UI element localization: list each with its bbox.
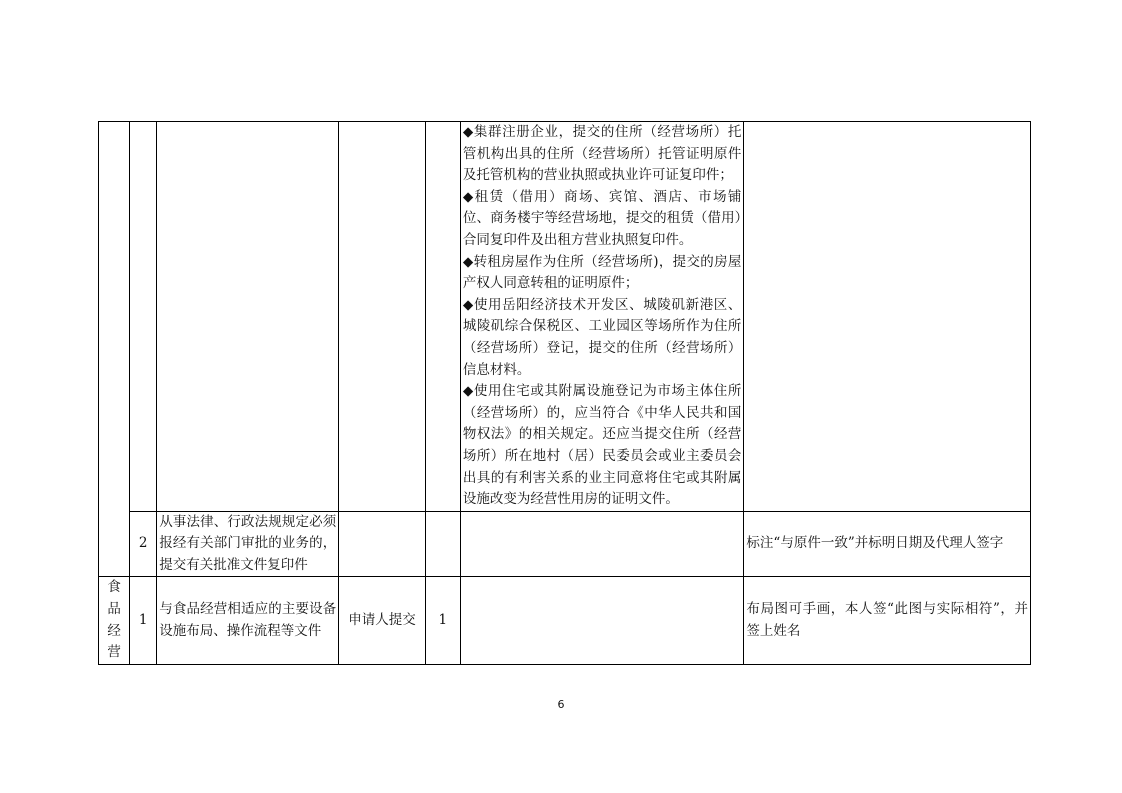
copies-cell (425, 122, 460, 512)
page-number: 6 (557, 698, 565, 711)
requirements-cell (460, 577, 744, 664)
requirement-item: ◆转租房屋作为住所（经营场所)，提交的房屋产权人同意转租的证明原件； (462, 253, 742, 292)
requirements-cell (460, 511, 744, 577)
table-row (99, 511, 1031, 577)
requirement-item: ◆使用住宅或其附属设施登记为市场主体住所（经营场所）的，应当符合《中华人民共和国物权法》的相关规定。还应当提交住所（经营场所）所在地村（居）民委员会或业主委员会出具的有利害关系的业主同意将住宅或其附属设施改变为经营性用房的证明文件。 (462, 383, 742, 508)
category-cell (99, 122, 130, 577)
requirement-item: ◆集群注册企业，提交的住所（经营场所）托管机构出具的住所（经营场所）托管证明原件及托管机构的营业执照或执业许可证复印件； (462, 124, 742, 184)
note-text: 布局图可手画，本人签“此图与实际相符”，并签上姓名 (744, 577, 1031, 664)
number-cell (130, 122, 157, 512)
material-cell (157, 122, 339, 512)
copies-count: 1 (425, 577, 460, 664)
material-name: 与食品经营相适应的主要设备设施布局、操作流程等文件 (157, 577, 339, 664)
source-cell (339, 122, 425, 512)
requirement-item: ◆使用岳阳经济技术开发区、城陵矶新港区、城陵矶综合保税区、工业园区等场所作为住所（经营场所）登记，提交的住所（经营场所）信息材料。 (462, 296, 742, 378)
copies-cell (425, 511, 460, 577)
materials-table (98, 121, 1031, 665)
table-row (99, 577, 1031, 664)
requirement-item: ◆租赁（借用）商场、宾馆、酒店、市场铺位、商务楼宇等经营场地，提交的租赁（借用）合同复印件及出租方营业执照复印件。 (462, 188, 742, 248)
requirements-cell (460, 122, 744, 512)
category-name: 食品经营 (99, 577, 130, 664)
row-number: 2 (130, 511, 157, 577)
row-number: 1 (130, 577, 157, 664)
note-text: 标注“与原件一致”并标明日期及代理人签字 (744, 511, 1031, 577)
material-name: 从事法律、行政法规规定必须报经有关部门审批的业务的，提交有关批准文件复印件 (157, 511, 339, 577)
note-cell (744, 122, 1031, 512)
source-cell (339, 511, 425, 577)
source-text: 申请人提交 (339, 577, 425, 664)
table-row (99, 122, 1031, 512)
